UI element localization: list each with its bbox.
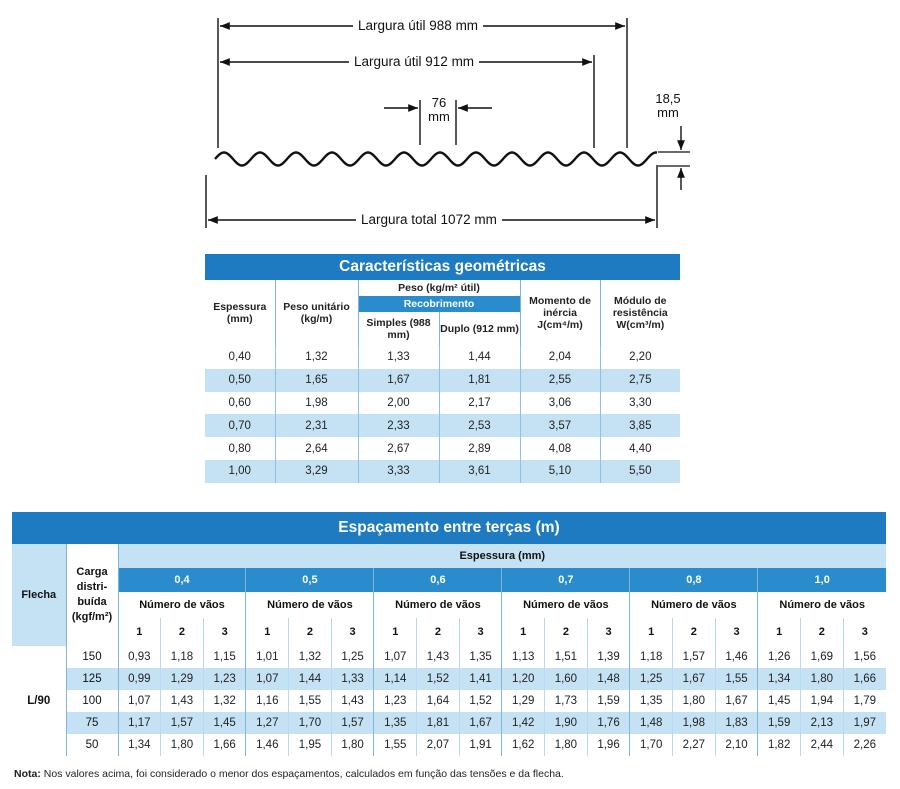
geo-cell-peso-unitario: 1,65 bbox=[275, 369, 358, 392]
spacing-value: 1,39 bbox=[587, 646, 630, 668]
span-number-header: 2 bbox=[289, 618, 332, 646]
span-number-header: 2 bbox=[545, 618, 588, 646]
geo-cell-duplo: 2,17 bbox=[439, 392, 520, 415]
carga-value: 75 bbox=[66, 712, 118, 734]
spacing-value: 1,16 bbox=[246, 690, 289, 712]
geo-cell-momento: 3,57 bbox=[520, 414, 600, 437]
spacing-value: 1,55 bbox=[374, 734, 417, 756]
header-modulo: Módulo de resistência W(cm³/m) bbox=[600, 280, 680, 346]
spacing-value: 1,14 bbox=[374, 668, 417, 690]
spacing-value: 1,60 bbox=[545, 668, 588, 690]
geometric-characteristics-table bbox=[205, 254, 680, 483]
spacing-value: 1,32 bbox=[289, 646, 332, 668]
geo-row bbox=[205, 346, 680, 369]
thickness-header: 0,4 bbox=[118, 568, 246, 592]
spacing-value: 2,13 bbox=[801, 712, 844, 734]
spacing-row bbox=[12, 668, 886, 690]
span-number-header: 3 bbox=[459, 618, 502, 646]
geo-cell-espessura: 0,70 bbox=[205, 414, 275, 437]
geo-cell-espessura: 0,50 bbox=[205, 369, 275, 392]
spacing-value: 1,43 bbox=[417, 646, 460, 668]
geo-row bbox=[205, 392, 680, 415]
spacing-value: 1,45 bbox=[758, 690, 801, 712]
geo-cell-momento: 5,10 bbox=[520, 460, 600, 483]
geo-cell-modulo: 5,50 bbox=[600, 460, 680, 483]
thickness-header-row bbox=[12, 568, 886, 592]
thickness-header: 0,5 bbox=[246, 568, 374, 592]
geo-row bbox=[205, 460, 680, 483]
spacing-value: 1,34 bbox=[118, 734, 161, 756]
span-number-header: 1 bbox=[118, 618, 161, 646]
geo-cell-espessura: 0,40 bbox=[205, 346, 275, 369]
geo-cell-simples: 1,33 bbox=[358, 346, 439, 369]
geo-cell-momento: 3,06 bbox=[520, 392, 600, 415]
span-number-header: 1 bbox=[630, 618, 673, 646]
spacing-row bbox=[12, 734, 886, 756]
header-espessura-mm: Espessura (mm) bbox=[118, 544, 886, 568]
spacing-value: 1,41 bbox=[459, 668, 502, 690]
spacing-value: 1,94 bbox=[801, 690, 844, 712]
header-momento: Momento de inércia J(cm⁴/m) bbox=[520, 280, 600, 346]
spacing-value: 1,17 bbox=[118, 712, 161, 734]
spacing-value: 1,43 bbox=[161, 690, 204, 712]
spacing-value: 1,57 bbox=[331, 712, 374, 734]
spacing-value: 1,96 bbox=[587, 734, 630, 756]
geo-cell-espessura: 1,00 bbox=[205, 460, 275, 483]
spacing-value: 1,57 bbox=[161, 712, 204, 734]
geo-cell-duplo: 2,89 bbox=[439, 437, 520, 460]
spacing-value: 1,32 bbox=[203, 690, 246, 712]
spacing-value: 1,55 bbox=[715, 668, 758, 690]
footnote bbox=[14, 768, 564, 780]
spacing-value: 1,43 bbox=[331, 690, 374, 712]
spacing-value: 1,07 bbox=[374, 646, 417, 668]
label-988: Largura útil 988 mm bbox=[353, 18, 483, 34]
spacing-value: 1,42 bbox=[502, 712, 545, 734]
spacing-value: 1,48 bbox=[630, 712, 673, 734]
spacing-table-title: Espaçamento entre terças (m) bbox=[12, 512, 886, 544]
geo-cell-simples: 3,33 bbox=[358, 460, 439, 483]
spacing-row bbox=[12, 690, 886, 712]
geo-cell-simples: 2,33 bbox=[358, 414, 439, 437]
geo-cell-peso-unitario: 3,29 bbox=[275, 460, 358, 483]
geo-cell-momento: 2,04 bbox=[520, 346, 600, 369]
geo-cell-modulo: 4,40 bbox=[600, 437, 680, 460]
numero-vaos-header: Número de vãos bbox=[374, 592, 502, 618]
geo-cell-modulo: 2,75 bbox=[600, 369, 680, 392]
geo-row bbox=[205, 437, 680, 460]
spacing-value: 1,95 bbox=[289, 734, 332, 756]
spacing-value: 0,99 bbox=[118, 668, 161, 690]
spacing-value: 1,70 bbox=[289, 712, 332, 734]
spacing-row bbox=[12, 646, 886, 668]
header-espessura: Espessura (mm) bbox=[205, 280, 275, 346]
spacing-value: 1,80 bbox=[331, 734, 374, 756]
spacing-value: 2,44 bbox=[801, 734, 844, 756]
span-number-header: 2 bbox=[801, 618, 844, 646]
header-carga-text: Carga distri- buída (kgf/m²) bbox=[71, 566, 113, 623]
spacing-value: 1,29 bbox=[161, 668, 204, 690]
spacing-value: 1,44 bbox=[289, 668, 332, 690]
span-number-header: 1 bbox=[246, 618, 289, 646]
geo-cell-espessura: 0,80 bbox=[205, 437, 275, 460]
span-count-header-row bbox=[12, 592, 886, 618]
spacing-value: 1,59 bbox=[758, 712, 801, 734]
span-number-header: 3 bbox=[331, 618, 374, 646]
spacing-value: 1,07 bbox=[118, 690, 161, 712]
spacing-value: 1,55 bbox=[289, 690, 332, 712]
spacing-value: 1,26 bbox=[758, 646, 801, 668]
span-number-header: 3 bbox=[203, 618, 246, 646]
spacing-value: 1,01 bbox=[246, 646, 289, 668]
carga-value: 150 bbox=[66, 646, 118, 668]
header-peso-m2: Peso (kg/m² útil) bbox=[358, 280, 520, 296]
purlin-spacing-table bbox=[12, 512, 886, 756]
geo-cell-simples: 1,67 bbox=[358, 369, 439, 392]
spacing-value: 1,80 bbox=[545, 734, 588, 756]
spacing-table-body bbox=[12, 646, 886, 756]
span-number-header: 3 bbox=[587, 618, 630, 646]
spacing-value: 1,82 bbox=[758, 734, 801, 756]
numero-vaos-header: Número de vãos bbox=[118, 592, 246, 618]
geo-table-title: Características geométricas bbox=[205, 254, 680, 280]
spacing-value: 1,07 bbox=[246, 668, 289, 690]
spacing-value: 1,45 bbox=[203, 712, 246, 734]
spacing-value: 1,23 bbox=[374, 690, 417, 712]
spacing-value: 1,13 bbox=[502, 646, 545, 668]
geo-cell-duplo: 3,61 bbox=[439, 460, 520, 483]
carga-value: 125 bbox=[66, 668, 118, 690]
span-number-header: 1 bbox=[374, 618, 417, 646]
footnote-label: Nota: bbox=[14, 768, 41, 780]
numero-vaos-header: Número de vãos bbox=[758, 592, 886, 618]
label-76-unit: mm bbox=[428, 109, 450, 124]
label-1072: Largura total 1072 mm bbox=[356, 212, 502, 228]
geo-table-body bbox=[205, 346, 680, 483]
thickness-header: 0,6 bbox=[374, 568, 502, 592]
carga-value: 50 bbox=[66, 734, 118, 756]
geo-row bbox=[205, 369, 680, 392]
spacing-value: 1,70 bbox=[630, 734, 673, 756]
label-912: Largura útil 912 mm bbox=[349, 54, 479, 70]
header-peso-unitario: Peso unitário (kg/m) bbox=[275, 280, 358, 346]
spacing-value: 0,93 bbox=[118, 646, 161, 668]
thickness-header: 0,7 bbox=[502, 568, 630, 592]
span-number-header: 1 bbox=[502, 618, 545, 646]
spacing-value: 1,64 bbox=[417, 690, 460, 712]
span-number-header: 1 bbox=[758, 618, 801, 646]
span-number-header-row bbox=[12, 618, 886, 646]
spacing-value: 1,35 bbox=[374, 712, 417, 734]
span-number-header: 3 bbox=[843, 618, 886, 646]
spacing-value: 1,80 bbox=[673, 690, 716, 712]
carga-value: 100 bbox=[66, 690, 118, 712]
geo-cell-duplo: 2,53 bbox=[439, 414, 520, 437]
spacing-value: 1,81 bbox=[417, 712, 460, 734]
label-76 bbox=[424, 96, 454, 124]
spacing-value: 1,46 bbox=[246, 734, 289, 756]
spacing-value: 1,35 bbox=[459, 646, 502, 668]
geo-cell-duplo: 1,81 bbox=[439, 369, 520, 392]
spacing-value: 1,66 bbox=[203, 734, 246, 756]
geo-cell-momento: 2,55 bbox=[520, 369, 600, 392]
numero-vaos-header: Número de vãos bbox=[246, 592, 374, 618]
span-number-header: 3 bbox=[715, 618, 758, 646]
label-76-value: 76 bbox=[431, 95, 447, 110]
geo-cell-peso-unitario: 1,98 bbox=[275, 392, 358, 415]
thickness-header: 0,8 bbox=[630, 568, 758, 592]
spacing-value: 1,15 bbox=[203, 646, 246, 668]
geo-cell-modulo: 2,20 bbox=[600, 346, 680, 369]
spacing-value: 2,10 bbox=[715, 734, 758, 756]
spacing-value: 1,25 bbox=[630, 668, 673, 690]
spacing-value: 1,97 bbox=[843, 712, 886, 734]
spacing-value: 1,67 bbox=[715, 690, 758, 712]
spacing-value: 1,67 bbox=[459, 712, 502, 734]
geo-cell-modulo: 3,85 bbox=[600, 414, 680, 437]
spacing-value: 1,66 bbox=[843, 668, 886, 690]
spacing-value: 1,56 bbox=[843, 646, 886, 668]
geo-cell-espessura: 0,60 bbox=[205, 392, 275, 415]
span-number-header: 2 bbox=[161, 618, 204, 646]
spacing-value: 1,18 bbox=[630, 646, 673, 668]
spacing-value: 1,52 bbox=[459, 690, 502, 712]
numero-vaos-header: Número de vãos bbox=[630, 592, 758, 618]
spacing-value: 1,91 bbox=[459, 734, 502, 756]
geo-cell-peso-unitario: 2,64 bbox=[275, 437, 358, 460]
spacing-value: 1,79 bbox=[843, 690, 886, 712]
geo-cell-simples: 2,67 bbox=[358, 437, 439, 460]
spacing-value: 1,80 bbox=[801, 668, 844, 690]
geo-cell-momento: 4,08 bbox=[520, 437, 600, 460]
geo-row bbox=[205, 414, 680, 437]
numero-vaos-header: Número de vãos bbox=[502, 592, 630, 618]
header-recobrimento: Recobrimento bbox=[358, 296, 520, 312]
spacing-value: 1,48 bbox=[587, 668, 630, 690]
spacing-value: 1,35 bbox=[630, 690, 673, 712]
spacing-value: 1,76 bbox=[587, 712, 630, 734]
header-duplo: Duplo (912 mm) bbox=[439, 312, 520, 346]
spacing-row bbox=[12, 712, 886, 734]
flecha-value: L/90 bbox=[12, 646, 66, 756]
spacing-value: 1,98 bbox=[673, 712, 716, 734]
spacing-value: 1,62 bbox=[502, 734, 545, 756]
spacing-value: 1,33 bbox=[331, 668, 374, 690]
geo-cell-duplo: 1,44 bbox=[439, 346, 520, 369]
spacing-value: 2,27 bbox=[673, 734, 716, 756]
header-flecha: Flecha bbox=[12, 544, 66, 646]
spacing-value: 1,69 bbox=[801, 646, 844, 668]
spacing-value: 1,52 bbox=[417, 668, 460, 690]
spacing-value: 1,67 bbox=[673, 668, 716, 690]
spacing-value: 1,27 bbox=[246, 712, 289, 734]
spacing-value: 1,57 bbox=[673, 646, 716, 668]
label-18-5-unit: mm bbox=[657, 105, 679, 120]
label-18-5 bbox=[650, 92, 686, 120]
span-number-header: 2 bbox=[673, 618, 716, 646]
spacing-value: 1,29 bbox=[502, 690, 545, 712]
spacing-value: 1,34 bbox=[758, 668, 801, 690]
geo-cell-simples: 2,00 bbox=[358, 392, 439, 415]
spacing-value: 1,80 bbox=[161, 734, 204, 756]
spacing-value: 1,46 bbox=[715, 646, 758, 668]
footnote-text: Nos valores acima, foi considerado o menor dos espaçamentos, calculados em função das tensões e da flecha. bbox=[43, 768, 564, 780]
header-carga bbox=[66, 544, 118, 646]
spacing-value: 1,51 bbox=[545, 646, 588, 668]
spacing-value: 2,26 bbox=[843, 734, 886, 756]
spacing-value: 1,25 bbox=[331, 646, 374, 668]
geo-cell-peso-unitario: 1,32 bbox=[275, 346, 358, 369]
geo-cell-modulo: 3,30 bbox=[600, 392, 680, 415]
spacing-value: 1,83 bbox=[715, 712, 758, 734]
span-number-header: 2 bbox=[417, 618, 460, 646]
spacing-value: 1,18 bbox=[161, 646, 204, 668]
profile-drawing bbox=[0, 0, 900, 250]
spacing-value: 1,90 bbox=[545, 712, 588, 734]
geo-cell-peso-unitario: 2,31 bbox=[275, 414, 358, 437]
label-18-5-value: 18,5 bbox=[655, 91, 681, 106]
spacing-value: 1,59 bbox=[587, 690, 630, 712]
header-simples: Simples (988 mm) bbox=[358, 312, 439, 346]
thickness-header: 1,0 bbox=[758, 568, 886, 592]
spacing-value: 1,73 bbox=[545, 690, 588, 712]
spacing-value: 2,07 bbox=[417, 734, 460, 756]
spacing-value: 1,20 bbox=[502, 668, 545, 690]
spacing-value: 1,23 bbox=[203, 668, 246, 690]
corrugated-profile bbox=[215, 153, 657, 166]
